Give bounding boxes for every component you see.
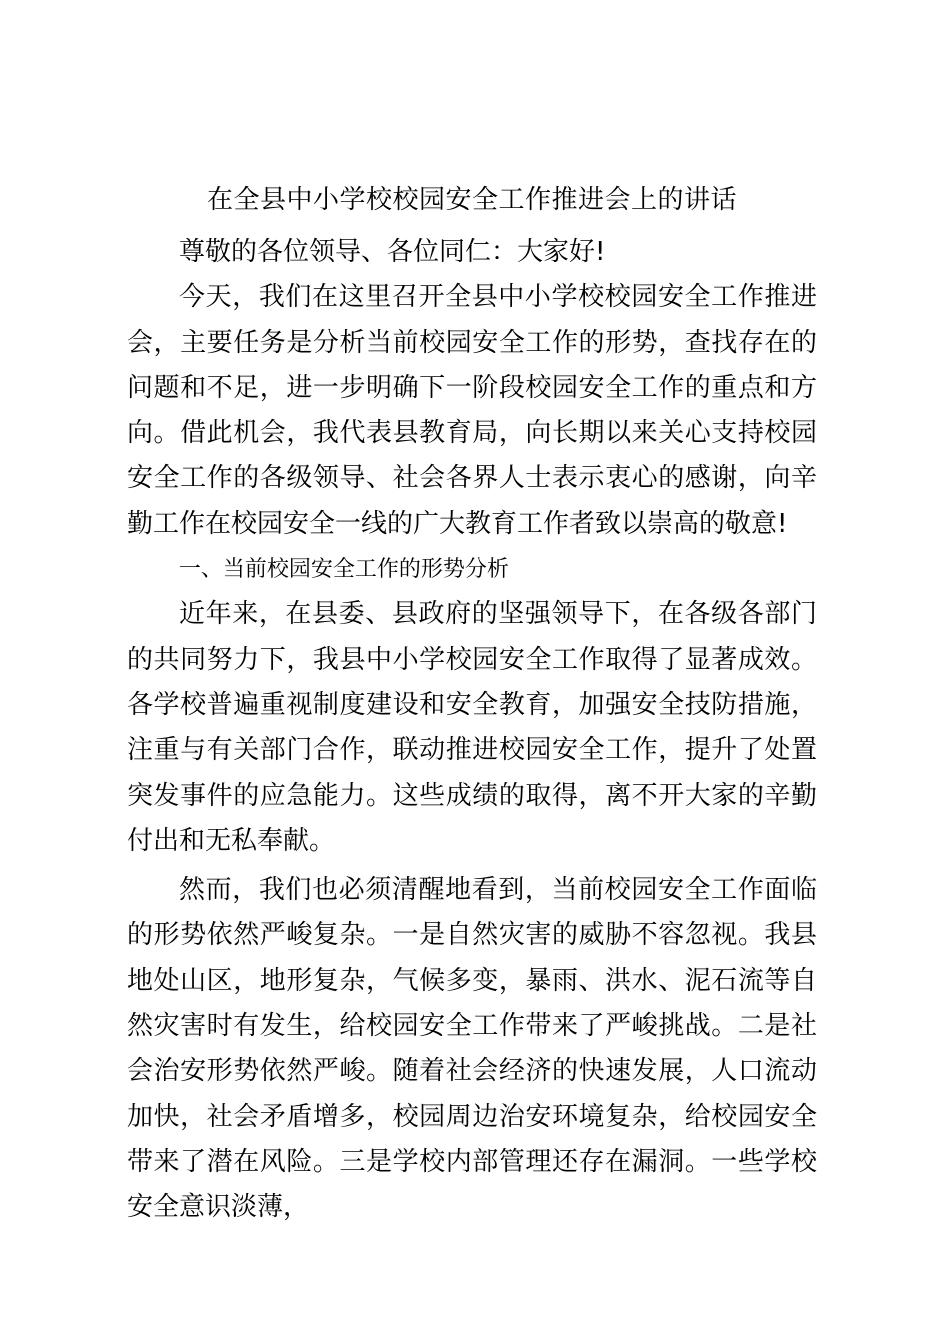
achievement-paragraph: 近年来，在县委、县政府的坚强领导下，在各级各部门的共同努力下，我县中小学校园安全工作取得了显著成效。各学校普遍重视制度建设和安全教育，加强安全技防措施，注重与有关部门合作，联动推进校园安全工作，提升了处置突发事件的应急能力。这些成绩的取得，离不开大家的辛勤付出和无私奉献。 (127, 599, 817, 856)
section-heading: 一、当前校园安全工作的形势分析 (178, 557, 509, 583)
document-title: 在全县中小学校校园安全工作推进会上的讲话 (206, 185, 737, 215)
intro-paragraph: 今天，我们在这里召开全县中小学校校园安全工作推进会，主要任务是分析当前校园安全工作的形势，查找存在的问题和不足，进一步明确下一阶段校园安全工作的重点和方向。借此机会，我代表县教育局，向长期以来关心支持校园安全工作的各级领导、社会各界人士表示衷心的感谢，向辛勤工作在校园安全一线的广大教育工作者致以崇高的敬意! (127, 282, 817, 539)
challenge-paragraph: 然而，我们也必须清醒地看到，当前校园安全工作面临的形势依然严峻复杂。一是自然灾害的威胁不容忽视。我县地处山区，地形复杂，气候多变，暴雨、洪水、泥石流等自然灾害时有发生，给校园安全工作带来了严峻挑战。二是社会治安形势依然严峻。随着社会经济的快速发展，人口流动加快，社会矛盾增多，校园周边治安环境复杂，给校园安全带来了潜在风险。三是学校内部管理还存在漏洞。一些学校安全意识淡薄， (127, 875, 817, 1223)
document-body (127, 180, 817, 1231)
greeting-paragraph: 尊敬的各位领导、各位同仁：大家好! (179, 237, 606, 267)
